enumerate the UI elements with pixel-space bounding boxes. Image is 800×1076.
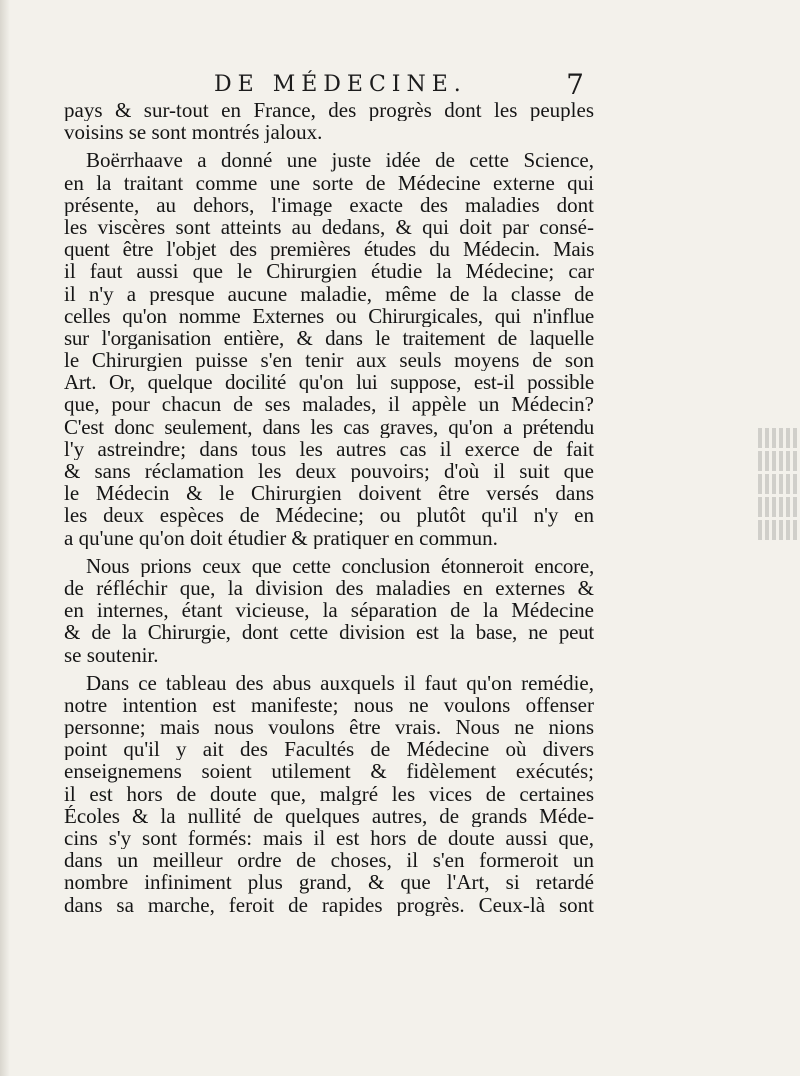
text-line: les deux espèces de Médecine; ou plutôt qu'il n'y en [64, 504, 594, 527]
show-through-text [758, 428, 800, 548]
body-text [64, 99, 594, 916]
text-line: nombre infiniment plus grand, & que l'Art, si retardé [64, 871, 594, 894]
page-binding-shadow [0, 0, 10, 1076]
paragraph-3 [64, 555, 594, 666]
text-line: dans sa marche, feroit de rapides progrès. Ceux-là sont [64, 893, 594, 916]
paragraph-4 [64, 672, 594, 916]
text-line: a qu'une qu'on doit étudier & pratiquer en commun. [64, 526, 498, 549]
text-line: il faut aussi que le Chirurgien étudie la Médecine; car [64, 260, 594, 283]
running-head: DE MÉDECINE. [214, 72, 467, 97]
text-line: point qu'il y ait des Facultés de Médecine où divers [64, 738, 594, 761]
page-number: 7 [566, 68, 584, 101]
text-line: enseignemens soient utilement & fidèlement exécutés; [64, 760, 594, 783]
text-line: notre intention est manifeste; nous ne voulons offenser [64, 693, 594, 717]
text-line: sur l'organisation entière, & dans le traitement de laquelle [64, 326, 594, 350]
text-line: l'y astreindre; dans tous les autres cas il exerce de fait [64, 437, 594, 460]
text-line: en la traitant comme une sorte de Médecine externe qui [64, 171, 594, 194]
text-line: il n'y a presque aucune maladie, même de la classe de [64, 282, 594, 305]
text-line: que, pour chacun de ses malades, il appèle un Médecin? [64, 393, 594, 416]
text-line: présente, au dehors, l'image exacte des maladies dont [64, 193, 594, 216]
text-line: il est hors de doute que, malgré les vices de certaines [64, 782, 594, 805]
text-line: pays & sur-tout en France, des progrès dont les peuples [64, 99, 594, 122]
text-line: en internes, étant vicieuse, la séparation de la Médecine [64, 599, 594, 622]
text-line: le Médecin & le Chirurgien doivent être versés dans [64, 482, 594, 505]
text-line: & sans réclamation les deux pouvoirs; d'où il suit que [64, 460, 594, 483]
text-line: dans un meilleur ordre de choses, il s'en formeroit un [64, 849, 594, 872]
paragraph-1 [64, 99, 594, 143]
text-line: Nous prions ceux que cette conclusion étonneroit encore, [86, 554, 594, 577]
text-line: Écoles & la nullité de quelques autres, de grands Méde- [64, 804, 594, 827]
text-line: quent être l'objet des premières études du Médecin. Mais [64, 238, 594, 261]
text-line: se soutenir. [64, 643, 159, 666]
text-line: le Chirurgien puisse s'en tenir aux seuls moyens de son [64, 349, 594, 372]
text-line: celles qu'on nomme Externes ou Chirurgicales, qui n'influe [64, 304, 594, 327]
text-line: Dans ce tableau des abus auxquels il faut qu'on remédie, [86, 671, 594, 694]
text-line: les viscères sont atteints au dedans, & qui doit par consé- [64, 215, 594, 239]
text-line: de réfléchir que, la division des maladies en externes & [64, 576, 594, 600]
text-line: C'est donc seulement, dans les cas graves, qu'on a prétendu [64, 415, 594, 438]
paragraph-2 [64, 149, 594, 548]
text-line: cins s'y sont formés: mais il est hors de doute aussi que, [64, 827, 594, 850]
text-line: & de la Chirurgie, dont cette division est la base, ne peut [64, 621, 594, 644]
text-line: personne; mais nous voulons être vrais. Nous ne nions [64, 716, 594, 739]
text-line: voisins se sont montrés jaloux. [64, 121, 323, 144]
text-line: Art. Or, quelque docilité qu'on lui suppose, est-il possible [64, 371, 594, 394]
text-line: Boërrhaave a donné une juste idée de cette Science, [86, 149, 594, 172]
